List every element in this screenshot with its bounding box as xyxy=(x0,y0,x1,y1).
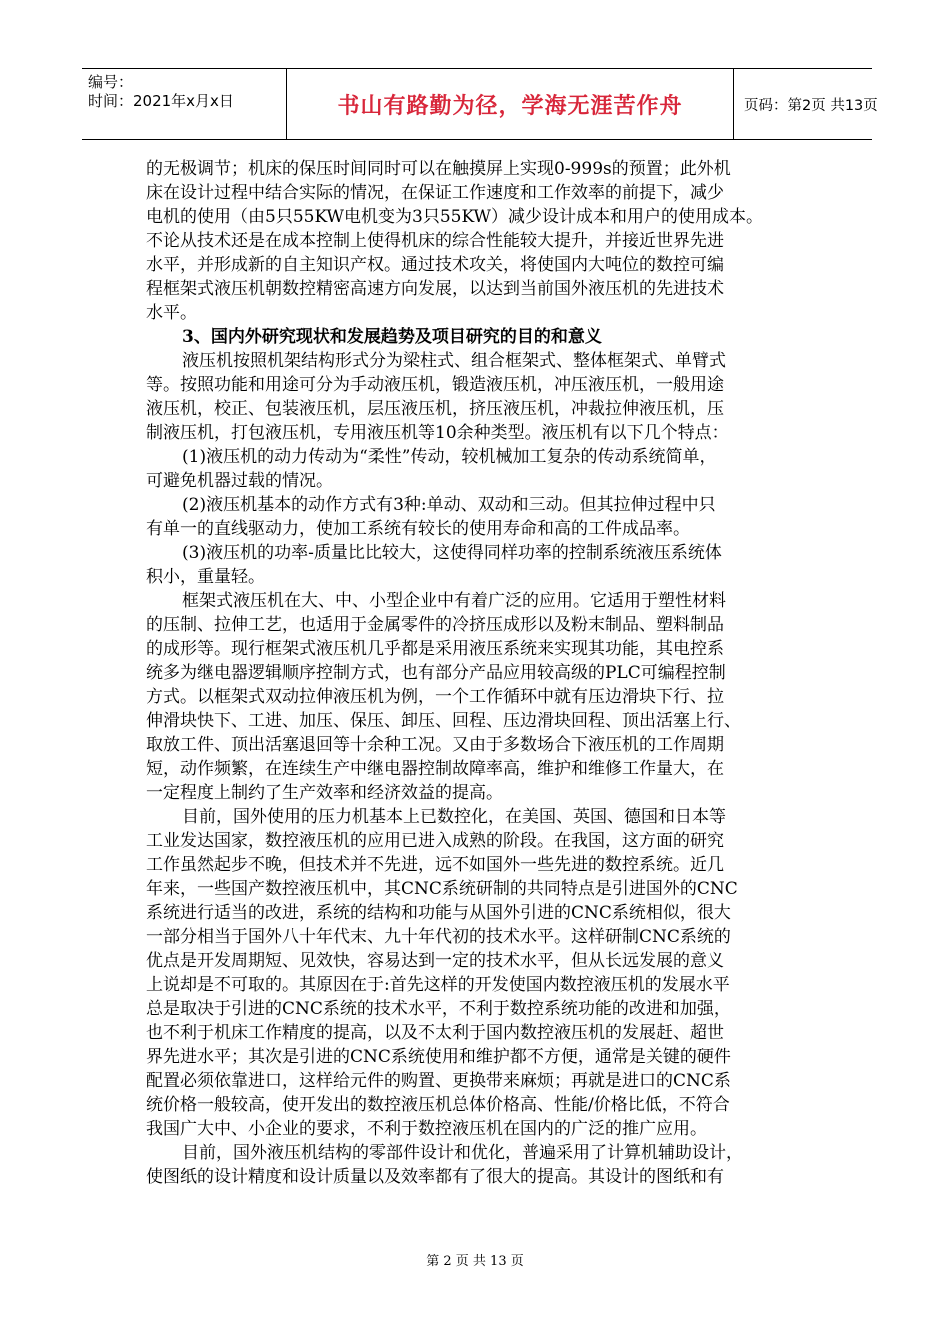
body-text-line: 不论从技术还是在成本控制上使得机床的综合性能较大提升，并接近世界先进 xyxy=(146,231,724,251)
body-text-line: 取放工件、顶出活塞退回等十余种工况。又由于多数场合下液压机的工作周期 xyxy=(146,735,724,755)
body-text-line: 伸滑块快下、工进、加压、保压、卸压、回程、压边滑块回程、顶出活塞上行、 xyxy=(146,711,741,731)
body-text-line: 制液压机，打包液压机，专用液压机等10余种类型。液压机有以下几个特点： xyxy=(146,423,729,443)
page-footer: 第 2 页 共 13 页 xyxy=(426,1254,524,1269)
header-motto: 书山有路勤为径，学海无涯苦作舟 xyxy=(337,93,683,119)
body-text-line: 水平，并形成新的自主知识产权。通过技术攻关，将使国内大吨位的数控可编 xyxy=(146,255,724,275)
body-text-line: 积小，重量轻。 xyxy=(146,567,265,587)
body-text-line: (3)液压机的功率-质量比比较大，这使得同样功率的控制系统液压系统体 xyxy=(182,543,722,563)
header-page-info: 页码：第2页 共13页 xyxy=(744,97,878,114)
body-text-line: 配置必须依靠进口，这样给元件的购置、更换带来麻烦；再就是进口的CNC系 xyxy=(146,1071,731,1091)
body-text-line: 统多为继电器逻辑顺序控制方式，也有部分产品应用较高级的PLC可编程控制 xyxy=(146,663,726,683)
body-text-line: 的无极调节；机床的保压时间同时可以在触摸屏上实现0-999s的预置；此外机 xyxy=(146,159,731,179)
body-text-line: 短，动作频繁，在连续生产中继电器控制故障率高，维护和维修工作量大，在 xyxy=(146,759,724,779)
header-page-cell xyxy=(734,69,878,139)
document-number-label: 编号： xyxy=(88,73,134,91)
body-text-line: 一部分相当于国外八十年代末、九十年代初的技术水平。这样研制CNC系统的 xyxy=(146,927,731,947)
body-text-line: 方式。以框架式双动拉伸液压机为例，一个工作循环中就有压边滑块下行、拉 xyxy=(146,687,724,707)
body-text-line: 统价格一般较高，使开发出的数控液压机总体价格高、性能/价格比低，不符合 xyxy=(146,1095,730,1115)
body-text-line: 有单一的直线驱动力，使加工系统有较长的使用寿命和高的工件成品率。 xyxy=(146,519,690,539)
body-text-line: 工作虽然起步不晚，但技术并不先进，远不如国外一些先进的数控系统。近几 xyxy=(146,855,724,875)
body-text-line: (1)液压机的动力传动为“柔性”传动，较机械加工复杂的传动系统简单， xyxy=(182,447,717,467)
body-text-line: 界先进水平；其次是引进的CNC系统使用和维护都不方便，通常是关键的硬件 xyxy=(146,1047,731,1067)
header-meta-cell xyxy=(82,69,286,139)
body-text-line: (2)液压机基本的动作方式有3种:单动、双动和三动。但其拉伸过程中只 xyxy=(182,495,716,515)
body-text-line: 等。按照功能和用途可分为手动液压机，锻造液压机，冲压液压机，一般用途 xyxy=(146,375,724,395)
body-text-line: 优点是开发周期短、见效快，容易达到一定的技术水平，但从长远发展的意义 xyxy=(146,951,724,971)
body-text-line: 程框架式液压机朝数控精密高速方向发展，以达到当前国外液压机的先进技术 xyxy=(146,279,724,299)
document-body xyxy=(146,157,811,1189)
body-text-line: 的压制、拉伸工艺，也适用于金属零件的冷挤压成形以及粉末制品、塑料制品 xyxy=(146,615,724,635)
body-text-line: 一定程度上制约了生产效率和经济效益的提高。 xyxy=(146,783,503,803)
body-text-line: 液压机按照机架结构形式分为梁柱式、组合框架式、整体框架式、单臂式 xyxy=(182,351,726,371)
body-text-line: 的成形等。现行框架式液压机几乎都是采用液压系统来实现其功能，其电控系 xyxy=(146,639,724,659)
body-text-line: 也不利于机床工作精度的提高，以及不太利于国内数控液压机的发展赶、超世 xyxy=(146,1023,724,1043)
body-text-line: 工业发达国家，数控液压机的应用已进入成熟的阶段。在我国，这方面的研究 xyxy=(146,831,724,851)
body-text-line: 水平。 xyxy=(146,303,197,323)
body-text-line: 液压机，校正、包装液压机，层压液压机，挤压液压机，冲裁拉伸液压机，压 xyxy=(146,399,724,419)
page-header xyxy=(82,68,878,140)
body-text-line: 我国广大中、小企业的要求，不利于数控液压机在国内的广泛的推广应用。 xyxy=(146,1119,707,1139)
section-heading: 3、国内外研究现状和发展趋势及项目研究的目的和意义 xyxy=(182,327,602,347)
body-text-line: 框架式液压机在大、中、小型企业中有着广泛的应用。它适用于塑性材料 xyxy=(182,591,726,611)
body-text-line: 目前，国外液压机结构的零部件设计和优化，普遍采用了计算机辅助设计， xyxy=(182,1143,743,1163)
body-text-line: 总是取决于引进的CNC系统的技术水平，不利于数控系统功能的改进和加强， xyxy=(146,999,731,1019)
body-text-line: 电机的使用（由5只55KW电机变为3只55KW）减少设计成本和用户的使用成本。 xyxy=(146,207,764,227)
document-time-line: 时间：2021年x月x日 xyxy=(88,92,234,110)
body-text-line: 系统进行适当的改进，系统的结构和功能与从国外引进的CNC系统相似，很大 xyxy=(146,903,731,923)
body-text-line: 上说却是不可取的。其原因在于:首先这样的开发使国内数控液压机的发展水平 xyxy=(146,975,730,995)
header-motto-cell xyxy=(286,69,734,139)
body-text-line: 目前，国外使用的压力机基本上已数控化，在美国、英国、德国和日本等 xyxy=(182,807,726,827)
body-text-line: 床在设计过程中结合实际的情况，在保证工作速度和工作效率的前提下，减少 xyxy=(146,183,724,203)
body-text-line: 年来，一些国产数控液压机中，其CNC系统研制的共同特点是引进国外的CNC xyxy=(146,879,738,899)
body-text-line: 可避免机器过载的情况。 xyxy=(146,471,333,491)
body-text-line: 使图纸的设计精度和设计质量以及效率都有了很大的提高。其设计的图纸和有 xyxy=(146,1167,724,1187)
